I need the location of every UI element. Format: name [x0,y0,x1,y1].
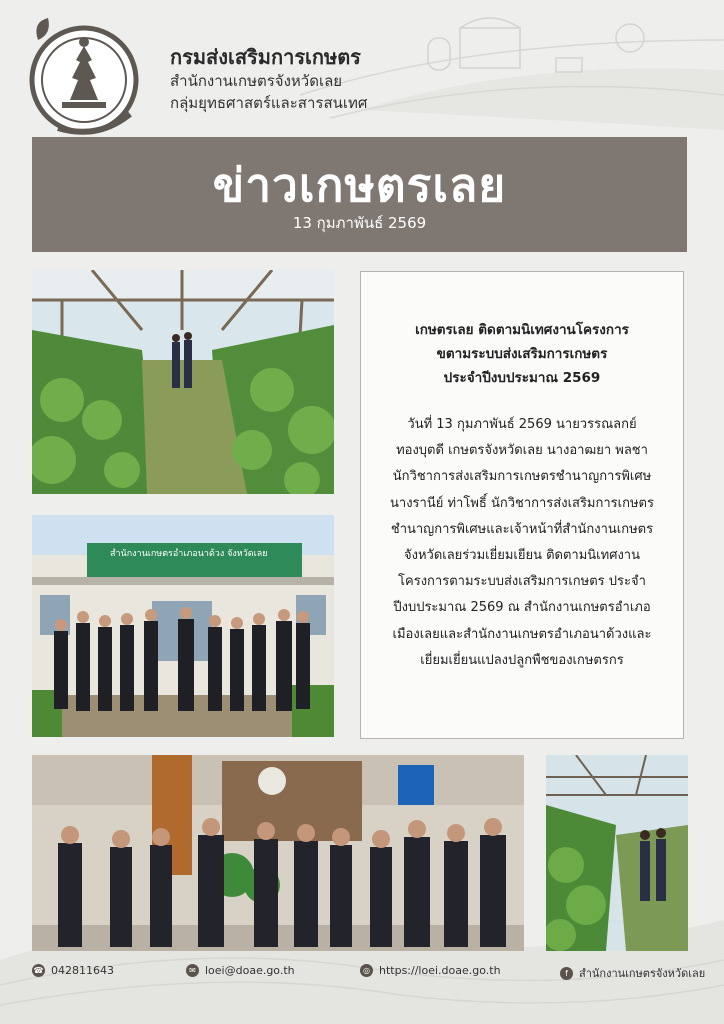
website-url: https://loei.doae.go.th [379,964,501,977]
article-body-line: จังหวัดเลยร่วมเยี่ยมเยียน ติดตามนิเทศงาน [404,548,640,564]
footer-facebook[interactable] [560,964,705,982]
email-address: loei@doae.go.th [205,964,295,977]
phone-number: 042811643 [51,964,114,977]
article-title-line-1: เกษตรเลย ติดตามนิเทศงานโครงการ [415,322,629,338]
article-body [361,412,683,674]
footer-email[interactable] [186,964,295,977]
news-banner [32,137,687,252]
banner-date: 13 กุมภาพันธ์ 2569 [292,214,427,232]
article-title-line-3: ประจำปีงบประมาณ 2569 [443,370,601,386]
article-body-line: ปีงบประมาณ 2569 ณ สำนักงานเกษตรอำเภอ [393,600,651,616]
group-photo-large [32,755,524,951]
article-title [361,318,683,390]
department-logo [18,16,140,138]
article-body-line: โครงการตามระบบส่งเสริมการเกษตร ประจำ [398,574,646,590]
article-body-line: เยี่ยมเยี่ยนแปลงปลูกพืชของเกษตรกร [420,652,624,668]
office-sign-text: สำนักงานเกษตรอำเภอนาด้วง จังหวัดเลย [110,549,268,559]
banner-title: ข่าวเกษตรเลย [212,158,507,212]
article-body-line: ชำนาญการพิเศษและเจ้าหน้าที่สำนักงานเกษตร [390,521,654,537]
facebook-page: สำนักงานเกษตรจังหวัดเลย [579,967,706,980]
phone-icon: ☎ [33,966,44,975]
email-icon: ✉ [186,964,199,977]
organization-header [170,44,367,114]
article-card [360,271,684,739]
division-name: กลุ่มยุทธศาสตร์และสารสนเทศ [170,94,368,112]
footer-phone[interactable] [32,964,114,977]
globe-icon: ◎ [360,964,373,977]
footer-website[interactable] [360,964,501,977]
facebook-icon: f [560,967,573,980]
article-body-line: วันที่ 13 กุมภาพันธ์ 2569 นายวรรณลกย์ [407,417,637,432]
footer-contact [0,958,724,990]
article-body-line: เมืองเลยและสำนักงานเกษตรอำเภอนาด้วงและ [392,626,652,642]
article-body-line: ทองบุตดี เกษตรจังหวัดเลย นางอาฒยา พลชา [396,443,648,459]
article-body-line: นางรานีย์ ท่าโพธิ์ นักวิชาการส่งเสริมการเกษตร [390,495,654,511]
article-title-line-2: ขตามระบบส่งเสริมการเกษตร [436,346,608,362]
office-group-photo [32,515,334,737]
greenhouse-photo-small [546,755,688,951]
greenhouse-photo [32,270,334,494]
office-name: สำนักงานเกษตรจังหวัดเลย [170,72,343,90]
article-body-line: นักวิชาการส่งเสริมการเกษตรชำนาญการพิเศษ [392,469,652,485]
org-name: กรมส่งเสริมการเกษตร [170,45,361,69]
